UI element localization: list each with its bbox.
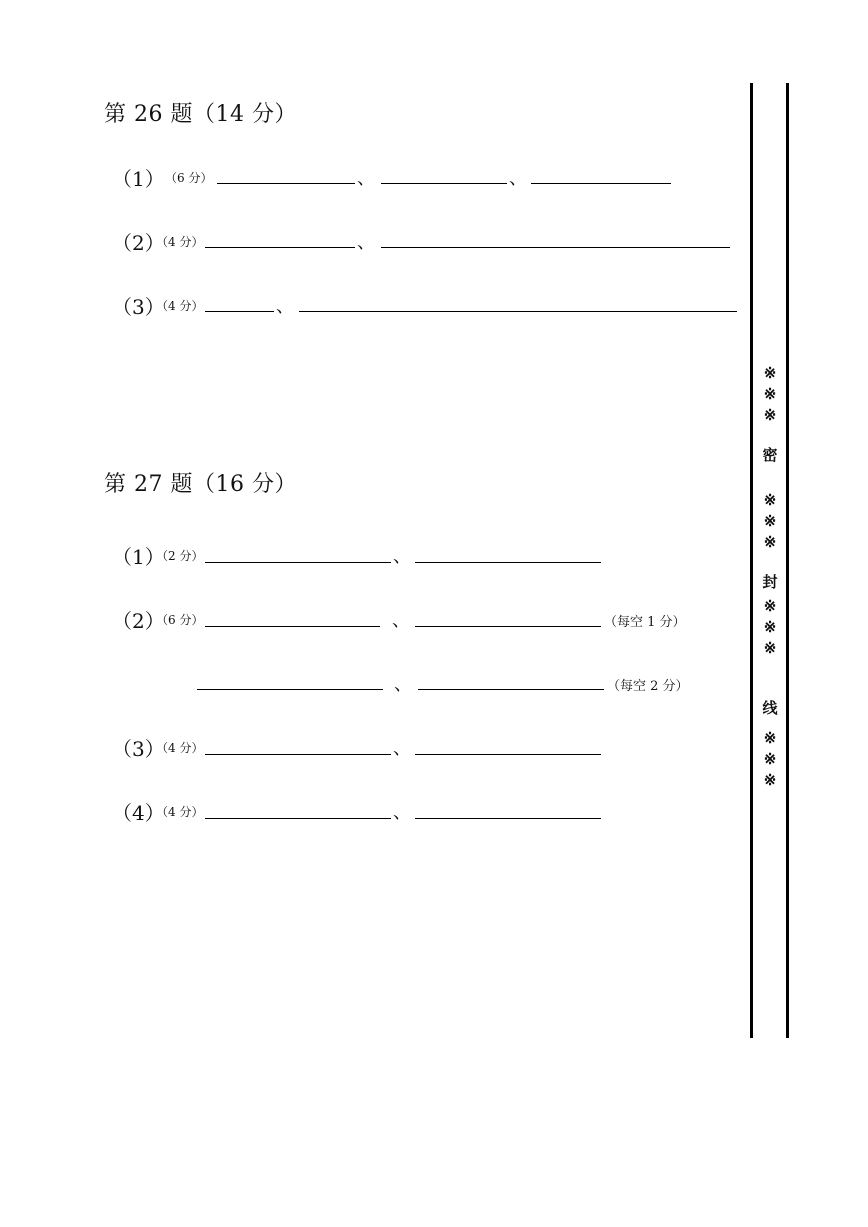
binding-line-right	[786, 83, 789, 1038]
q27-2-note-row2: （每空 2 分）	[607, 679, 689, 694]
q27-1-points: （2 分）	[156, 549, 204, 563]
seal-mark: ※	[763, 618, 777, 636]
seal-mark: ※	[763, 533, 777, 551]
q27-2-sep-1: 、	[392, 610, 410, 631]
q27-2-note-row1: （每空 1 分）	[604, 615, 686, 630]
q26-1-blank-1[interactable]	[217, 183, 355, 184]
q27-2-points: （6 分）	[156, 613, 204, 627]
q27-1-blank-1[interactable]	[205, 562, 391, 563]
q27-2-blank-4[interactable]	[418, 689, 604, 690]
seal-mark: ※	[763, 750, 777, 768]
q27-3-sep-1: 、	[393, 738, 411, 759]
q26-2-sep-1: 、	[357, 232, 375, 253]
q26-1-points: （6 分）	[165, 171, 213, 185]
q26-2-label: （2）	[112, 231, 165, 255]
seal-char-xian: 线	[762, 699, 778, 717]
seal-mark: ※	[763, 771, 777, 789]
q26-1-sep-2: 、	[509, 168, 527, 189]
q26-3-blank-1[interactable]	[205, 311, 274, 312]
seal-char-mi: 密	[762, 446, 778, 464]
q26-1-sep-1: 、	[357, 168, 375, 189]
seal-mark: ※	[763, 491, 777, 509]
q26-1-blank-3[interactable]	[531, 183, 671, 184]
q27-3-blank-2[interactable]	[415, 754, 601, 755]
q26-1-blank-2[interactable]	[381, 183, 507, 184]
q27-1-sep-1: 、	[393, 546, 411, 567]
q27-4-blank-2[interactable]	[415, 818, 601, 819]
seal-mark: ※	[763, 385, 777, 403]
seal-mark: ※	[763, 639, 777, 657]
q26-3-label: （3）	[112, 295, 165, 319]
q26-1-label: （1）	[112, 167, 165, 191]
q26-3-sep-1: 、	[276, 296, 294, 317]
seal-mark: ※	[763, 512, 777, 530]
q27-3-blank-1[interactable]	[205, 754, 391, 755]
q27-3-label: （3）	[112, 737, 165, 761]
q27-1-blank-2[interactable]	[415, 562, 601, 563]
q26-2-blank-2[interactable]	[381, 247, 730, 248]
q27-2-blank-2[interactable]	[415, 626, 601, 627]
q27-4-points: （4 分）	[156, 805, 204, 819]
q27-1-label: （1）	[112, 545, 165, 569]
seal-mark: ※	[763, 729, 777, 747]
seal-mark: ※	[763, 406, 777, 424]
q27-4-label: （4）	[112, 801, 165, 825]
q26-title: 第 26 题（14 分）	[104, 102, 297, 127]
q27-2-sep-2: 、	[394, 674, 412, 695]
q27-title: 第 27 题（16 分）	[104, 472, 297, 497]
seal-mark: ※	[763, 364, 777, 382]
seal-char-feng: 封	[762, 573, 778, 591]
q27-2-blank-3[interactable]	[197, 689, 383, 690]
binding-line-left	[750, 83, 753, 1038]
q27-4-blank-1[interactable]	[205, 818, 391, 819]
q27-2-blank-1[interactable]	[205, 626, 380, 627]
q26-3-points: （4 分）	[156, 299, 204, 313]
q26-2-points: （4 分）	[156, 235, 204, 249]
q26-3-blank-2[interactable]	[299, 311, 737, 312]
q27-2-label: （2）	[112, 609, 165, 633]
q27-4-sep-1: 、	[393, 802, 411, 823]
q27-3-points: （4 分）	[156, 741, 204, 755]
seal-mark: ※	[763, 597, 777, 615]
q26-2-blank-1[interactable]	[205, 247, 355, 248]
